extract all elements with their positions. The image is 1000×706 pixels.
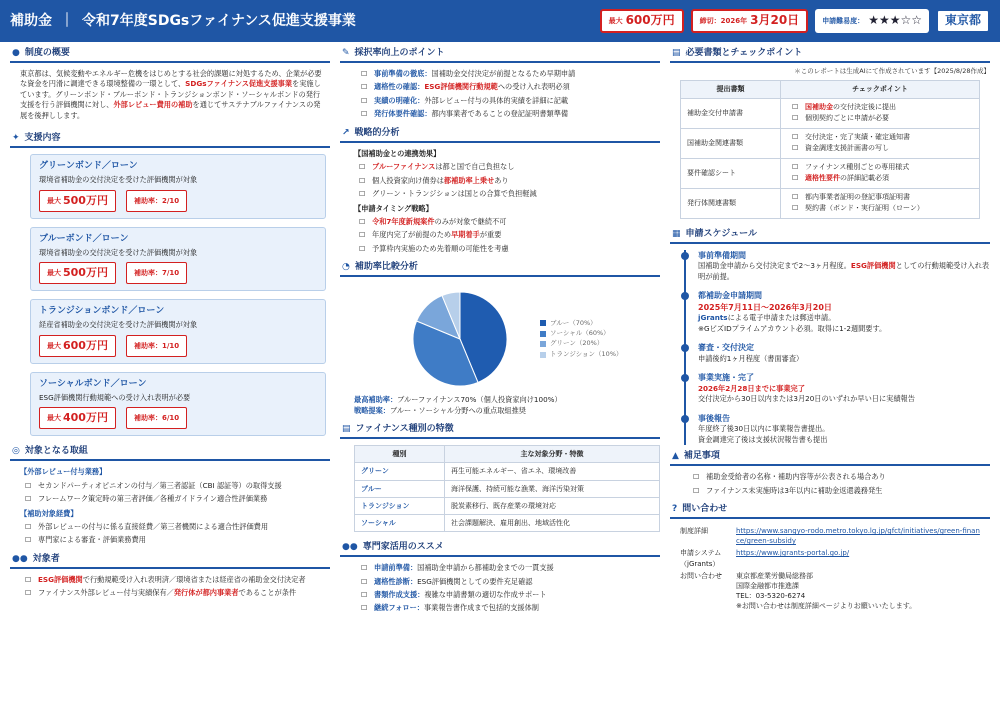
section-contact: ? 問い合わせ: [670, 502, 990, 519]
table-row: ブルー 海洋保護、持続可能な漁業、海洋汚染対策: [355, 480, 660, 497]
legend-item: ソーシャル（60%）: [540, 329, 623, 338]
table-header: 提出書類: [681, 81, 781, 98]
table-header: 種別: [355, 446, 445, 463]
support-card: [30, 154, 326, 218]
document-icon: ▤: [672, 48, 681, 58]
column-middle: [340, 46, 660, 617]
legend-item: トランジション（10%）: [540, 350, 623, 359]
legend-item: ブルー（70%）: [540, 319, 623, 328]
schedule-timeline: [684, 250, 990, 446]
notes-body: [670, 472, 990, 496]
strategy-group-title: 【申請タイミング戦略】: [354, 203, 433, 213]
chart-line-icon: ↗: [342, 127, 350, 138]
efforts-group-title: 【補助対象経費】: [20, 508, 78, 518]
section-points: ✎ 採択率向上のポイント: [340, 46, 660, 63]
contact-table: [676, 525, 986, 612]
subsidy-rate-badge: 補助率：7/10: [126, 262, 187, 284]
targets-body: [10, 575, 330, 599]
support-card: [30, 227, 326, 291]
table-row: 国補助金関連書類 ☐ 交付決定・完了実績・確定通知書 ☐ 資金調達支援計画書の写し: [681, 128, 980, 158]
difficulty-badge: 申請難易度： ★★★☆☆: [815, 9, 929, 33]
table-row: トランジション 脱炭素移行、既存産業の環境対応: [355, 497, 660, 514]
jgrants-link[interactable]: https://www.jgrants-portal.go.jp/: [736, 549, 850, 558]
subsidy-rate-badge: 補助率：1/10: [126, 335, 187, 357]
list-item: ☐ ESG評価機関で行動規範受け入れ表明済／環境省または経産省の補助金交付決定者: [20, 575, 330, 585]
section-targets: ●● 対象者: [10, 552, 330, 569]
list-item: ☐ フレームワーク策定時の第三者評価／各種ガイドライン適合性評価業務: [20, 494, 330, 504]
section-types: ▤ ファイナンス種別の特徴: [340, 422, 660, 439]
efforts-body: [10, 467, 330, 546]
support-card-desc: ESG評価機関行動規範への受け入れ表明が必要: [39, 392, 191, 402]
legend-item: グリーン（20%）: [540, 339, 623, 348]
support-card-desc: 環境省補助金の交付決定を受けた評価機関が対象: [39, 175, 198, 185]
section-docs: ▤ 必要書類とチェックポイント: [670, 46, 990, 63]
support-card-title: ブルーボンド／ローン: [39, 233, 129, 244]
pen-icon: ✎: [342, 48, 350, 58]
people-icon: ●●: [342, 542, 358, 553]
column-right: [670, 46, 990, 612]
pie-chart-area: [340, 283, 660, 395]
contact-label: お問い合わせ: [680, 571, 722, 580]
section-efforts: ◎ 対象となる取組: [10, 444, 330, 461]
legend-swatch: [540, 341, 546, 347]
info-icon: ●: [12, 48, 20, 58]
handshake-icon: ✦: [12, 133, 20, 144]
page-title: 補助金 ｜ 令和7年度SDGsファイナンス促進支援事業: [10, 12, 356, 29]
checkpoint-item: ☐ 契約書（ボンド・実行証明（ローン）: [787, 203, 973, 213]
list-item: ☐ 発行体要件確認：都内事業者であることの登記証明書類準備: [356, 109, 660, 119]
list-item: ☐ 継続フォロー：事業報告書作成まで包括的支援体制: [356, 603, 660, 613]
schedule-item: 審査・交付決定 申請後約1ヶ月程度（書面審査）: [698, 342, 990, 364]
list-item: ☐ グリーン・トランジションは国との合算で負担軽減: [354, 189, 660, 199]
question-icon: ?: [672, 504, 678, 515]
support-card: [30, 299, 326, 363]
checkpoint-item: ☐ 都内事業者証明の登記事項証明書: [787, 192, 973, 202]
support-card: [30, 372, 326, 436]
list-item: ☐ 事前準備の徹底：国補助金交付決定が前提となるため早期申請: [356, 69, 660, 79]
support-list: [10, 154, 330, 436]
list-item: ☐ 適格性の確認：ESG評価機関行動規範への受け入れ表明必須: [356, 82, 660, 92]
list-icon: ▤: [342, 424, 351, 435]
region-badge: 東京都: [936, 9, 990, 33]
support-card-title: ソーシャルボンド／ローン: [39, 378, 147, 389]
checkpoint-item: ☐ 個別契約ごとに申請が必要: [787, 113, 973, 123]
list-item: ☐ 専門家による審査・評価業務費用: [20, 535, 330, 545]
subsidy-rate-badge: 補助率：2/10: [126, 190, 187, 212]
table-row: 発行体関連書類 ☐ 都内事業者証明の登記事項証明書 ☐ 契約書（ボンド・実行証明（ローン）: [681, 188, 980, 218]
strategy-group-title: 【国補助金との連携効果】: [354, 148, 441, 158]
experts-list: [340, 563, 660, 614]
pie-legend: [540, 319, 623, 361]
table-header: チェックポイント: [781, 81, 980, 98]
table-row: 要件確認シート ☐ ファイナンス種別ごとの専用様式 ☐ 適格性要件の詳細記載必須: [681, 158, 980, 188]
checkpoint-item: ☐ 国補助金の交付決定後に提出: [787, 102, 973, 112]
list-item: ☐ 適格性診断：ESG評価機関としての要件充足確認: [356, 577, 660, 587]
max-amount-badge: 最大 500万円: [39, 190, 116, 212]
section-support: ✦ 支援内容: [10, 131, 330, 148]
schedule-item: 事後報告 年度終了後30日以内に事業報告書提出。 資金調達完了後は支援状況報告書も提出: [698, 413, 990, 445]
list-item: ☐ 年度内完了が前提のため早期着手が重要: [354, 230, 660, 240]
checkpoint-item: ☐ 資金調達支援計画書の写し: [787, 143, 973, 153]
list-item: ☐ 申請前準備：国補助金申請から都補助金までの一貫支援: [356, 563, 660, 573]
support-card-desc: 環境省補助金の交付決定を受けた評価機関が対象: [39, 247, 198, 257]
deadline-badge: 締切：2026年 3月20日: [691, 9, 809, 33]
list-item: ☐ セカンドパーティオピニオンの付与／第三者認証（CBI 認証等）の取得支援: [20, 481, 330, 491]
section-notes: ▲ 補足事項: [670, 449, 990, 466]
schedule-item: 都補助金申請期間 2025年7月11日〜2026年3月20日 jGrantsによる電子申請または郵送申請。 ※GビズIDプライムアカウント必須。取得に1-2週間要す。: [698, 290, 990, 334]
legend-swatch: [540, 352, 546, 358]
contact-label: 申請システム（jGrants）: [680, 549, 722, 568]
list-item: ☐ ファイナンス外部レビュー付与実績保有／発行体が都内事業者であることが条件: [20, 588, 330, 598]
support-card-title: グリーンボンド／ローン: [39, 161, 138, 172]
strategy-body: [340, 149, 660, 255]
list-item: ☐ ブルーファイナンスは都と国で自己負担なし: [354, 162, 660, 172]
legend-swatch: [540, 331, 546, 337]
list-item: ☐ 書類作成支援：複雑な申請書類の適切な作成サポート: [356, 590, 660, 600]
ratio-summary: 最高補助率：ブルーファイナンス70%（個人投資家向け100%） 戦略提案：ブルー・ソーシャル分野への重点取組推奨: [354, 395, 562, 415]
section-strategy: ↗ 戦略的分析: [340, 126, 660, 143]
list-item: ☐ 補助金受給者の名称・補助内容等が公表される場合あり: [688, 472, 990, 482]
calendar-icon: ▦: [672, 228, 681, 239]
column-left: [10, 46, 330, 602]
header-bar: [0, 0, 1000, 42]
section-schedule: ▦ 申請スケジュール: [670, 227, 990, 244]
target-icon: ◎: [12, 446, 20, 457]
checkpoint-item: ☐ ファイナンス種別ごとの専用様式: [787, 162, 973, 172]
subsidy-rate-badge: 補助率：6/10: [126, 407, 187, 429]
table-row: ソーシャル 社会課題解決、雇用創出、地域活性化: [355, 514, 660, 531]
list-item: ☐ 外部レビューの付与に係る直接経費／第三者機関による適合性評価費用: [20, 522, 330, 532]
ai-note: ＊このレポートは生成AIにて作成されています【2025/8/28作成】: [794, 67, 990, 76]
pie-icon: ◔: [342, 262, 350, 273]
list-item: ☐ 個人投資家向け債券は都補助率上乗せあり: [354, 176, 660, 186]
overview-text: 東京都は、気候変動やエネルギー危機をはじめとする社会的課題に対処するため、企業が必要な資金を円滑に調達できる環境整備の一環として、SDGsファイナンス促進支援事業を実施しています。グリーンボンド・ブルーボンド・トランジションボンド・ソーシャルボンドの発行支援を行う評価機関に対し、外部レビュー費用の補助を通じてサステナブルファイナンスの発展を後押しします。: [20, 69, 322, 120]
people-icon: ●●: [12, 553, 28, 564]
table-row: グリーン 再生可能エネルギー、省エネ、環境改善: [355, 463, 660, 480]
alert-icon: ▲: [672, 451, 679, 462]
support-card-title: トランジションボンド／ローン: [39, 306, 165, 317]
section-experts: ●● 専門家活用のススメ: [340, 540, 660, 557]
points-list: [340, 69, 660, 120]
docs-table: [680, 80, 980, 218]
schedule-item: 事業実施・完了 2026年2月28日までに事業完了 交付決定から30日以内または3月20日のいずれか早い日に実績報告: [698, 372, 990, 404]
schedule-item: 事前準備期間 国補助金申請から交付決定まで2〜3ヶ月程度。ESG評価機関としての行動規範受け入れ表明が前提。: [698, 250, 990, 281]
list-item: ☐ 実績の明確化：外部レビュー付与の具体的実績を詳細に記載: [356, 96, 660, 106]
table-header: 主な対象分野・特徴: [445, 446, 660, 463]
pie-chart: [340, 283, 540, 395]
support-card-desc: 経産省補助金の交付決定を受けた評価機関が対象: [39, 320, 198, 330]
max-amount-badge: 最大 400万円: [39, 407, 116, 429]
list-item: ☐ ファイナンス未実施時は3年以内に補助金返還義務発生: [688, 486, 990, 496]
contact-link[interactable]: https://www.sangyo-rodo.metro.tokyo.lg.jp/gfct/initiatives/green-finance/green-subsidy: [736, 527, 980, 546]
checkpoint-item: ☐ 交付決定・完了実績・確定通知書: [787, 132, 973, 142]
contact-info: 東京都産業労働局総務部 国際金融都市推進課 TEL：03-5320-6274 ※お問い合わせは制度詳細ページよりお願いいたします。: [736, 571, 917, 611]
section-ratio: ◔ 補助率比較分析: [340, 260, 660, 277]
list-item: ☐ 令和7年度新規案件のみが対象で継続不可: [354, 217, 660, 227]
list-item: ☐ 予算枠内実施のため先着順の可能性を考慮: [354, 244, 660, 254]
max-amount-badge: 最大 600万円: [600, 9, 684, 33]
checkpoint-item: ☐ 適格性要件の詳細記載必須: [787, 173, 973, 183]
max-amount-badge: 最大 500万円: [39, 262, 116, 284]
max-amount-badge: 最大 600万円: [39, 335, 116, 357]
types-table: [354, 445, 660, 532]
table-row: 補助金交付申請書 ☐ 国補助金の交付決定後に提出 ☐ 個別契約ごとに申請が必要: [681, 98, 980, 128]
legend-swatch: [540, 320, 546, 326]
contact-label: 制度詳細: [680, 527, 708, 536]
efforts-group-title: 【外部レビュー付与業務】: [20, 467, 107, 477]
section-overview: ● 制度の概要: [10, 46, 330, 63]
